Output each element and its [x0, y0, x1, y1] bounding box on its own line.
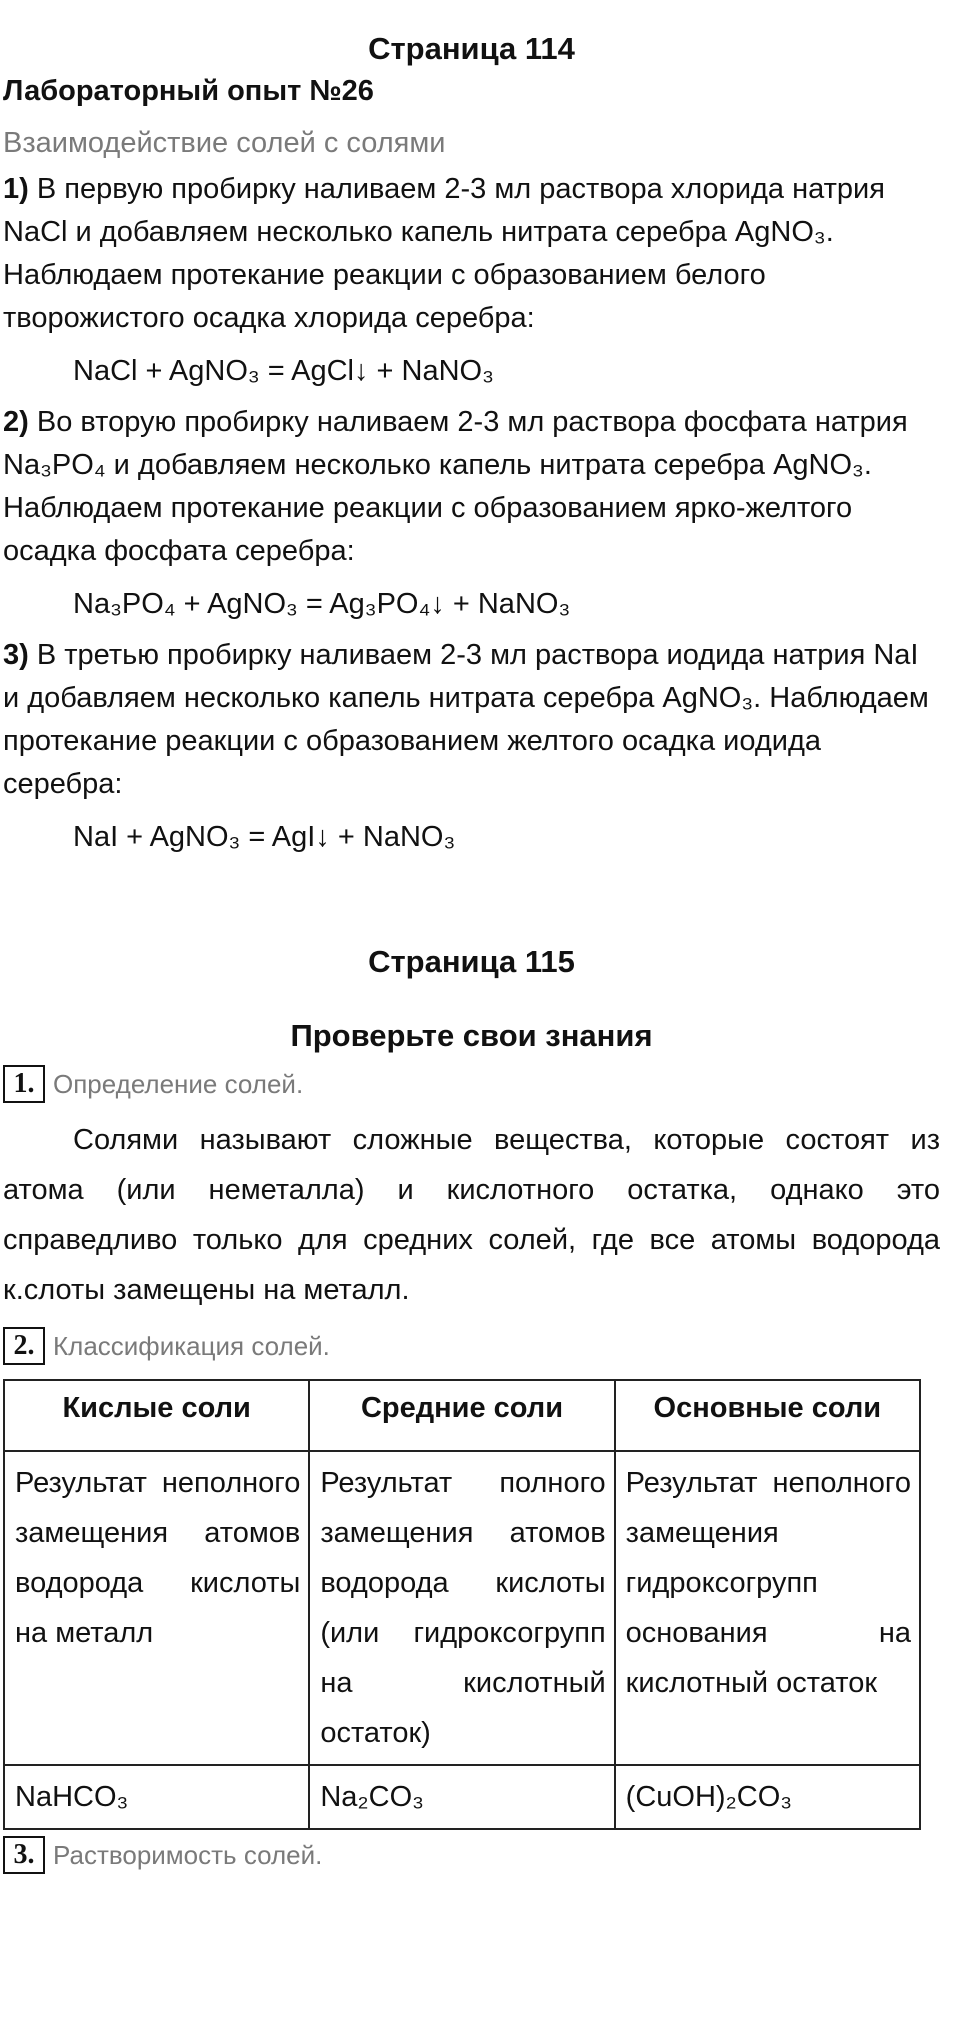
- step-number: 3): [3, 639, 29, 671]
- page-title-114: Страница 114: [368, 31, 575, 66]
- page-title-115: Страница 115: [368, 944, 575, 979]
- task-3: [3, 1836, 940, 1874]
- column-header: Кислые соли: [4, 1380, 309, 1451]
- table-cell: Результат неполного замещения гидроксогрупп основания на кислотный остаток: [615, 1451, 920, 1765]
- step-1: [3, 168, 940, 340]
- task-label: Классификация солей.: [53, 1330, 330, 1361]
- step-3: [3, 634, 940, 806]
- step-text: Во вторую пробирку наливаем 2-3 мл раствора фосфата натрия Na₃PO₄ и добавляем несколько капель нитрата серебра AgNO₃. Наблюдаем протекание реакции с образованием ярко-желтого осадка фосфата серебра:: [3, 406, 908, 567]
- step-2: [3, 401, 940, 573]
- equation-1: NaCl + AgNO₃ = AgCl↓ + NaNO₃: [73, 355, 494, 387]
- step-text: В третью пробирку наливаем 2-3 мл раствора иодида натрия NaI и добавляем несколько капель нитрата серебра AgNO₃. Наблюдаем протекание реакции с образованием желтого осадка иодида серебра:: [3, 639, 929, 800]
- task-label: Определение солей.: [53, 1068, 304, 1099]
- step-text: В первую пробирку наливаем 2-3 мл раствора хлорида натрия NaCl и добавляем несколько капель нитрата серебра AgNO₃. Наблюдаем протекание реакции с образованием белого творожистого осадка хлорида серебра:: [3, 173, 885, 334]
- step-number: 1): [3, 173, 29, 205]
- table-cell: Результат полного замещения атомов водорода кислоты (или гидроксогрупп на кислотный остаток): [309, 1451, 614, 1765]
- task-number: 3.: [3, 1836, 45, 1874]
- task-2: [3, 1327, 940, 1365]
- equation-2: Na₃PO₄ + AgNO₃ = Ag₃PO₄↓ + NaNO₃: [73, 588, 571, 620]
- step-number: 2): [3, 406, 29, 438]
- section-heading: Проверьте свои знания: [290, 1018, 653, 1053]
- table-row: [4, 1765, 920, 1829]
- lab-subtitle: Взаимодействие солей с солями: [3, 127, 446, 159]
- column-header: Основные соли: [615, 1380, 920, 1451]
- table-cell: NaHCO₃: [4, 1765, 309, 1829]
- lab-title: Лабораторный опыт №26: [3, 75, 374, 107]
- salt-classification-table: [3, 1379, 921, 1830]
- column-header: Средние соли: [309, 1380, 614, 1451]
- table-header-row: [4, 1380, 920, 1451]
- task-number: 2.: [3, 1327, 45, 1365]
- task-number: 1.: [3, 1065, 45, 1103]
- table-cell: Результат неполного замещения атомов водорода кислоты на металл: [4, 1451, 309, 1765]
- table-row: [4, 1451, 920, 1765]
- task-1-answer: Солями называют сложные вещества, которые состоят из атома (или неметалла) и кислотного остатка, однако это справедливо только для средних солей, где все атомы водорода к.слоты замещены на металл.: [3, 1124, 940, 1306]
- equation-3: NaI + AgNO₃ = AgI↓ + NaNO₃: [73, 821, 456, 853]
- task-1: [3, 1065, 940, 1103]
- table-cell: Na₂CO₃: [309, 1765, 614, 1829]
- table-cell: (CuOH)₂CO₃: [615, 1765, 920, 1829]
- task-label: Растворимость солей.: [53, 1839, 323, 1870]
- document-page: [0, 30, 940, 1874]
